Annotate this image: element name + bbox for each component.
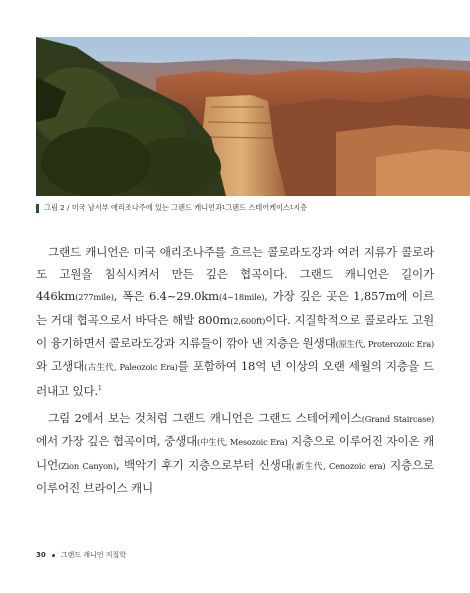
footer-bullet: [52, 554, 55, 557]
caption-marker: [36, 204, 39, 213]
text-segment: 지층으로 이루어진 브라이스 캐니: [36, 457, 435, 495]
footnote-marker: 1: [97, 385, 102, 393]
inline-annotation: (Grand Staircase): [361, 414, 434, 425]
caption-end: 지층: [293, 203, 308, 212]
inline-annotation: (4~18mile): [218, 292, 265, 303]
paragraph: [36, 241, 434, 402]
inline-annotation: (古生代, Paleozoic Era): [84, 362, 178, 373]
inline-annotation: (中生代, Mesozoic Era): [196, 437, 288, 448]
inline-annotation: (Zion Canyon): [58, 460, 116, 471]
page-number: 30: [36, 551, 46, 559]
text-segment: 이다. 지질학적으로 콜로라도 고원이 융기하면서 콜로라도강과 지류들이 깎아 낸 지층은 원생대: [36, 312, 435, 350]
inline-annotation: (新生代, Cenozoic era): [291, 460, 386, 471]
paragraph: [36, 407, 434, 499]
text-segment: 와 고생대: [36, 359, 85, 374]
text-segment: 그림 2에서 보는 것처럼 그랜드 캐니언은 그랜드 스테어케이스: [48, 411, 362, 426]
grand-canyon-photo: [36, 37, 470, 196]
caption-prefix: 그림 2 / 미국 남서부 애리조나주에 있는 그랜드 캐니언과: [44, 203, 223, 212]
figure-caption: [36, 203, 456, 213]
caption-superscript-2: 1: [290, 205, 294, 211]
text-segment: 그랜드 캐니언은 미국 애리조나주를 흐르는 콜로라도강과 여러 지류가 콜로라도 고원을 침식시켜서 만든 깊은 협곡이다. 그랜드 캐니언은 길이가 446km: [36, 245, 434, 304]
page-footer: [36, 550, 126, 560]
text-segment: 를 포함하여 18억 년 이상의 오랜 세월의 지층을 드러내고 있다.: [36, 359, 434, 399]
inline-annotation: (原生代, Proterozoic Era): [335, 338, 434, 349]
text-segment: , 백악기 후기 지층으로부터 신생대: [115, 457, 292, 472]
photo-illustration: [36, 37, 470, 196]
text-segment: 에서 가장 깊은 협곡이며, 중생대: [36, 434, 197, 449]
caption-superscript: 1: [222, 205, 226, 211]
text-segment: , 폭은 6.4~29.0km: [113, 289, 219, 304]
text-segment: 지층으로 이루어진 자이온 캐니언: [36, 434, 434, 472]
body-text: [36, 241, 434, 499]
book-title: 그랜드 캐니언 지질학: [60, 551, 127, 559]
inline-annotation: (2,600ft): [230, 315, 266, 326]
text-segment: , 가장 깊은 곳은 1,857m에 이르는 거대 협곡으로서 바닥은 해발 800m: [36, 289, 434, 327]
inline-annotation: (277mile): [75, 292, 114, 303]
caption-suffix: 그랜드 스테어케이스: [225, 203, 290, 212]
